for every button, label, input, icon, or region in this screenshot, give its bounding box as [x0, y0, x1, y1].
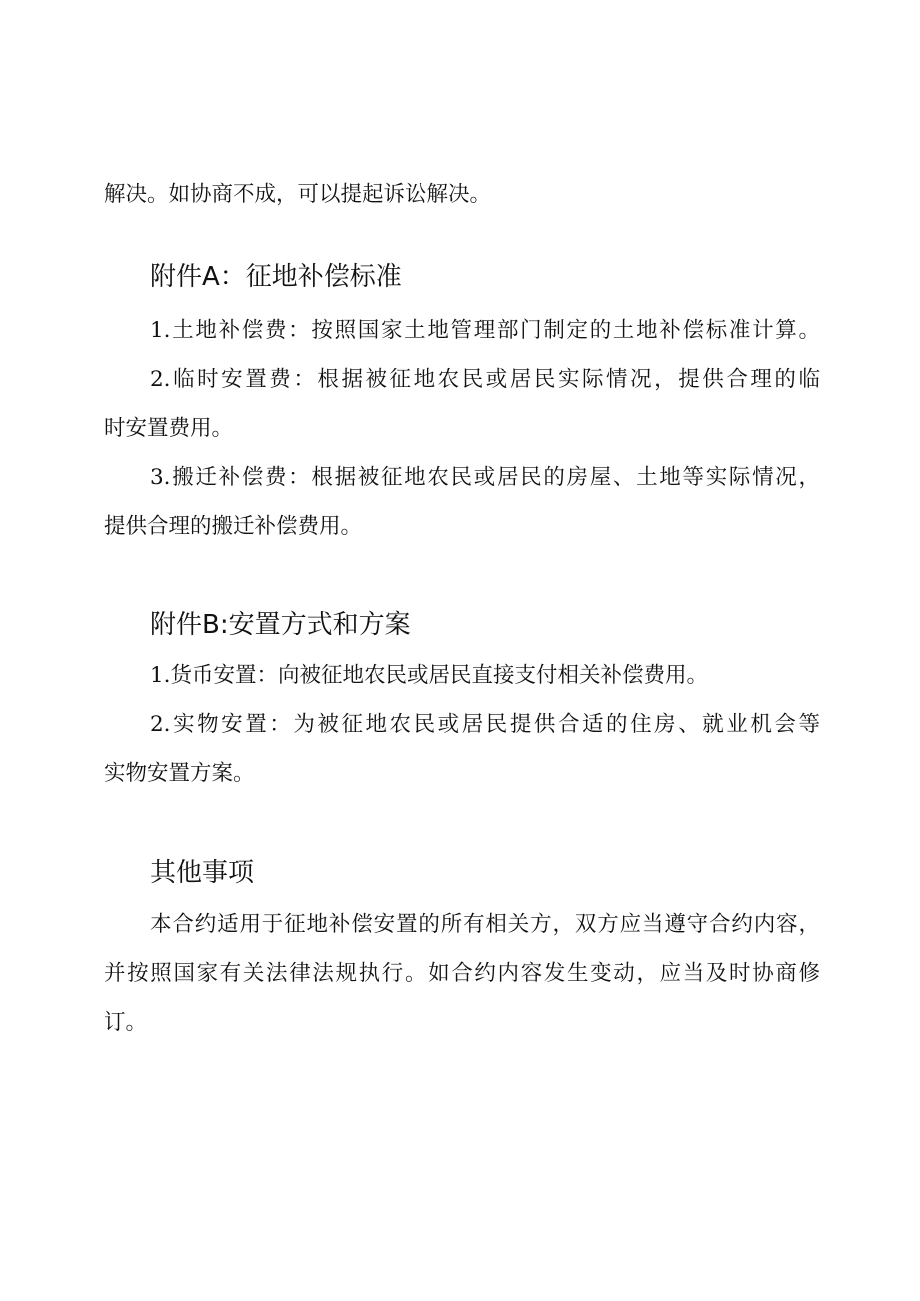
appendix-a-item-2-line-1: 2.临时安置费：根据被征地农民或居民实际情况，提供合理的临 [150, 367, 820, 392]
other-matters-line-3: 订。 [104, 1010, 148, 1035]
other-matters-line-2: 并按照国家有关法律法规执行。如合约内容发生变动，应当及时协商修 [104, 961, 820, 986]
appendix-a-item-3-line-1: 3.搬迁补偿费：根据被征地农民或居民的房屋、土地等实际情况， [150, 465, 820, 490]
appendix-b-item-1: 1.货币安置：向被征地农民或居民直接支付相关补偿费用。 [150, 663, 709, 688]
appendix-a-item-2-line-2: 时安置费用。 [104, 416, 234, 441]
appendix-a-heading: 附件A：征地补偿标准 [150, 262, 402, 292]
other-matters-heading: 其他事项 [150, 858, 255, 888]
appendix-b-heading: 附件B:安置方式和方案 [150, 610, 411, 640]
appendix-b-item-2-line-1: 2.实物安置：为被征地农民或居民提供合适的住房、就业机会等 [150, 712, 820, 737]
appendix-a-item-1: 1.土地补偿费：按照国家土地管理部门制定的土地补偿标准计算。 [150, 318, 820, 343]
intro-paragraph: 解决。如协商不成，可以提起诉讼解决。 [104, 182, 492, 207]
appendix-b-item-2-line-2: 实物安置方案。 [104, 761, 255, 786]
appendix-a-item-3-line-2: 提供合理的搬迁补偿费用。 [104, 514, 363, 539]
other-matters-line-1: 本合约适用于征地补偿安置的所有相关方，双方应当遵守合约内容， [150, 912, 820, 937]
